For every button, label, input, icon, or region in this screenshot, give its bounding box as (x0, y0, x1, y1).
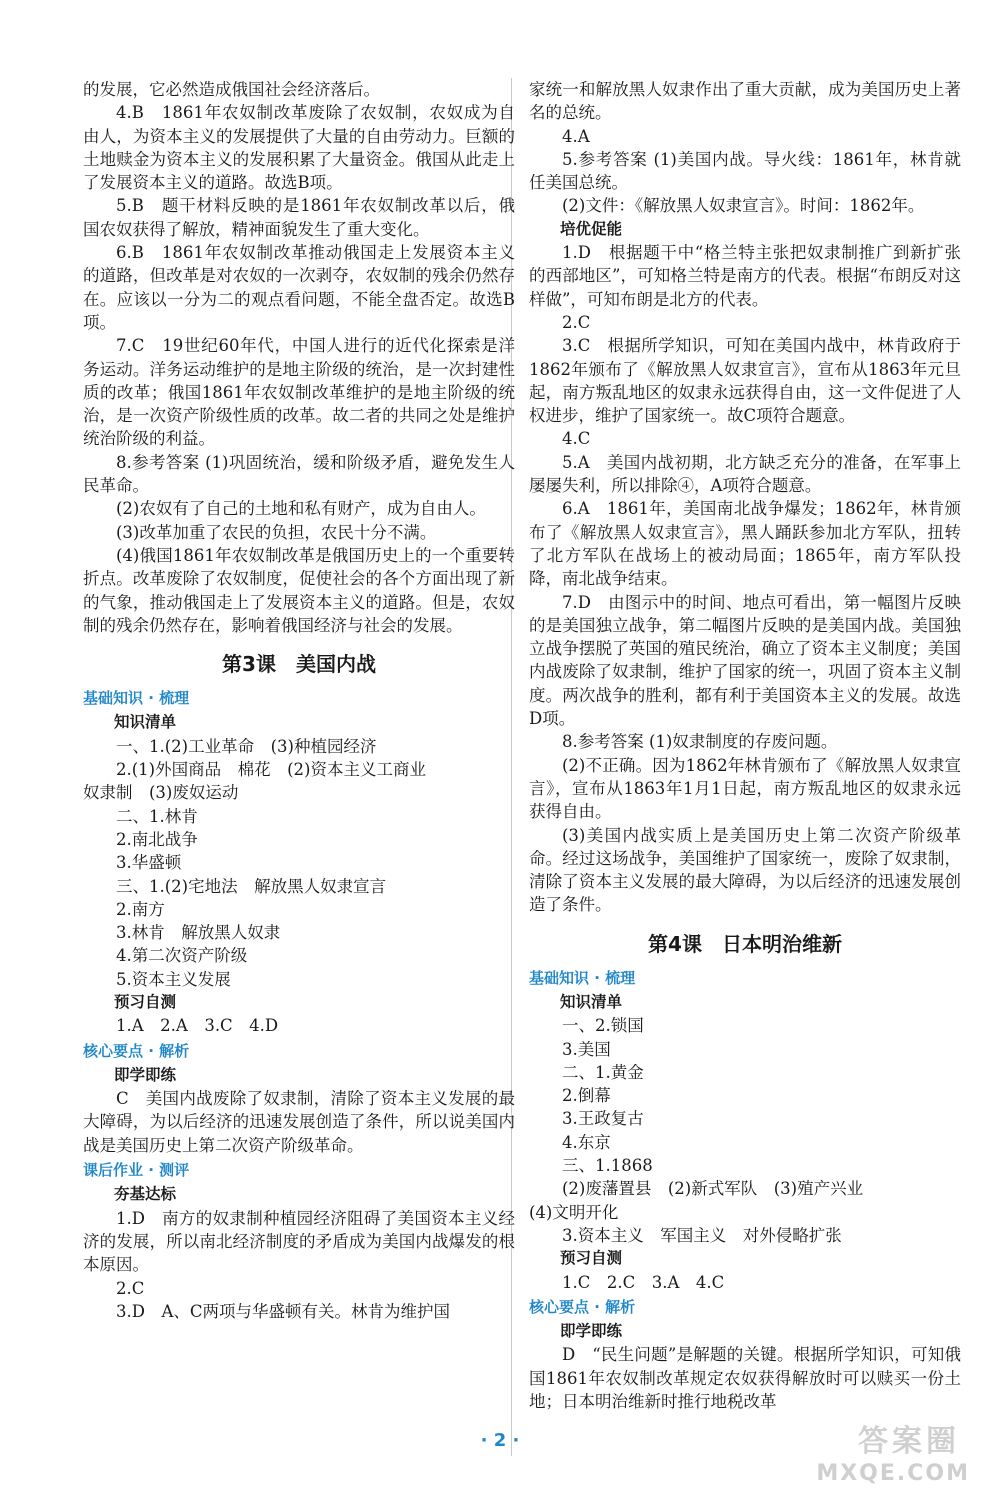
list-item: 3.林肯 解放黑人奴隶 (116, 923, 281, 943)
list-item: 3.资本主义 军国主义 对外侵略扩张 (562, 1225, 842, 1245)
answer-item: 7.C 19世纪60年代，中国人进行的近代化探索是洋务运动。洋务运动维护的是地主阶级的统治，是一次封建性质的改革；俄国1861年农奴制改革维护的是地主阶级的统治，是一次资产阶级性质的改革。故二者的共同之处是维护统治阶级的利益。 (83, 336, 515, 449)
lesson-title: 第3课 美国内战 (222, 652, 376, 677)
section-heading: 基础知识 · 梳理 (83, 689, 190, 708)
answer-item: 1.D 南方的奴隶制种植园经济阻碍了美国资本主义经济的发展，所以南北经济制度的矛盾成为美国内战爆发的根本原因。 (83, 1208, 515, 1275)
answer-item: 5.A 美国内战初期，北方缺乏充分的准备，在军事上屡屡失利，所以排除④，A项符合题意。 (529, 452, 961, 496)
list-item: 2.南方 (116, 899, 165, 919)
section-heading: 核心要点 · 解析 (83, 1041, 190, 1060)
page-number: · 2 · (480, 1430, 520, 1451)
list-item: 3.美国 (562, 1039, 611, 1059)
list-item: 三、1.1868 (562, 1156, 653, 1176)
list-item: 3.华盛顿 (116, 853, 182, 873)
lesson-title: 第4课 日本明治维新 (648, 931, 842, 956)
answer-item: 7.D 由图示中的时间、地点可看出，第一幅图片反映的是美国独立战争，第二幅图片反映的是美国内战。美国独立战争摆脱了英国的殖民统治，确立了资本主义制度；美国内战废除了奴隶制，维护了国家的统一，巩固了资本主义制度。两次战争的胜利，都有利于美国资本主义的发展。故选D项。 (529, 592, 961, 729)
list-item: 1.A 2.A 3.C 4.D (116, 1016, 279, 1036)
list-item: (2)废藩置县 (2)新式军队 (3)殖产兴业 (562, 1179, 864, 1199)
list-item: 2.倒幕 (562, 1086, 611, 1106)
list-item: (4)文明开化 (529, 1202, 619, 1222)
answer-item: (2)文件：《解放黑人奴隶宣言》。时间：1862年。 (562, 196, 925, 216)
answer-item: 2.C (116, 1278, 145, 1298)
list-item: 一、2.锁国 (562, 1016, 644, 1036)
list-item: 三、1.(2)宅地法 解放黑人奴隶宣言 (116, 876, 387, 896)
list-item: 4.东京 (562, 1132, 611, 1152)
subsection-heading: 即学即练 (560, 1322, 623, 1341)
paragraph: 的发展，它必然造成俄国社会经济落后。 (83, 80, 380, 99)
answer-item: 3.C 根据所学知识，可知在美国内战中，林肯政府于1862年颁布了《解放黑人奴隶宣言》，宣布从1863年元旦起，南方叛乱地区的奴隶永远获得自由，这一文件促进了人权进步，维护了国家统一。故C项符合题意。 (529, 336, 961, 426)
answer-item: (2)农奴有了自己的土地和私有财产，成为自由人。 (116, 499, 486, 519)
answer-item: 6.B 1861年农奴制改革推动俄国走上发展资本主义的道路，但改革是对农奴的一次剥夺，农奴制的残余仍然存在。应该以一分为二的观点看问题，不能全盘否定。故选B项。 (83, 243, 515, 332)
answer-item: 4.C (562, 429, 591, 449)
watermark-url: MXQE.COM (816, 1461, 970, 1486)
answer-item: 5.B 题干材料反映的是1861年农奴制改革以后，俄国农奴获得了解放，精神面貌发生了重大变化。 (83, 196, 515, 239)
paragraph: 家统一和解放黑人奴隶作出了重大贡献，成为美国历史上著名的总统。 (529, 80, 961, 123)
list-item: 二、1.黄金 (562, 1062, 644, 1082)
answer-item: 8.参考答案 (1)巩固统治，缓和阶级矛盾，避免发生人民革命。 (83, 452, 515, 496)
watermark-text: 答案圈 (858, 1424, 960, 1459)
answer-item: 4.A (562, 126, 590, 146)
answer-item: D “民生问题”是解题的关键。根据所学知识，可知俄国1861年农奴制改革规定农奴获得解放时可以赎买一份土地；日本明治维新时推行地税改革 (529, 1345, 961, 1412)
section-heading: 基础知识 · 梳理 (529, 968, 636, 987)
list-item: 一、1.(2)工业革命 (3)种植园经济 (116, 736, 377, 756)
subsection-heading: 预习自测 (560, 1249, 623, 1268)
answer-item: (3)改革加重了农民的负担，农民十分不满。 (116, 522, 437, 542)
answer-item: (3)美国内战实质上是美国历史上第二次资产阶级革命。经过这场战争，美国维护了国家统一，废除了奴隶制，清除了资本主义发展的最大障碍，为以后经济的迅速发展创造了条件。 (529, 825, 961, 915)
section-heading: 核心要点 · 解析 (529, 1297, 636, 1316)
subsection-heading: 知识清单 (560, 992, 623, 1011)
answer-item: 8.参考答案 (1)奴隶制度的存废问题。 (562, 732, 838, 752)
subsection-heading: 预习自测 (114, 992, 177, 1011)
answer-item: 1.D 根据题干中“格兰特主张把奴隶制推广到新扩张的西部地区”，可知格兰特是南方的代表。根据“布朗反对这样做”，可知布朗是北方的代表。 (529, 243, 961, 309)
answer-item: 3.D A、C两项与华盛顿有关。林肯为维护国 (116, 1301, 451, 1321)
list-item: 1.C 2.C 3.A 4.C (562, 1272, 725, 1292)
left-column (83, 78, 515, 1323)
list-item: 奴隶制 (3)废奴运动 (83, 783, 239, 803)
list-item: 二、1.林肯 (116, 806, 198, 826)
list-item: 2.南北战争 (116, 829, 198, 849)
list-item: 5.资本主义发展 (116, 969, 231, 989)
answer-item: (4)俄国1861年农奴制改革是俄国历史上的一个重要转折点。改革废除了农奴制度，促使社会的各个方面出现了新的气象，推动俄国走上了发展资本主义的道路。但是，农奴制的残余仍然存在，影响着俄国经济与社会的发展。 (83, 545, 515, 635)
right-column (529, 78, 961, 1413)
subsection-heading: 培优促能 (560, 219, 623, 238)
list-item: 4.第二次资产阶级 (116, 946, 248, 966)
answer-item: 6.A 1861年，美国南北战争爆发；1862年，林肯颁布了《解放黑人奴隶宣言》，黑人踊跃参加北方军队，扭转了北方军队在战场上的被动局面；1865年，南方军队投降，南北战争结束。 (529, 499, 961, 589)
answer-item: C 美国内战废除了奴隶制，清除了资本主义发展的最大障碍，为以后经济的迅速发展创造了条件，所以说美国内战是美国历史上第二次资产阶级革命。 (83, 1089, 515, 1155)
subsection-heading: 知识清单 (114, 713, 177, 732)
answer-item: 2.C (562, 312, 591, 332)
subsection-heading: 夯基达标 (114, 1185, 177, 1204)
watermark-logo (780, 1416, 980, 1486)
list-item: 2.(1)外国商品 棉花 (2)资本主义工商业 (116, 760, 426, 780)
answer-item: (2)不正确。因为1862年林肯颁布了《解放黑人奴隶宣言》，宣布从1863年1月1日起，南方叛乱地区的奴隶永远获得自由。 (529, 755, 961, 822)
section-heading: 课后作业 · 测评 (83, 1161, 190, 1180)
subsection-heading: 即学即练 (114, 1065, 177, 1084)
list-item: 3.王政复古 (562, 1109, 644, 1129)
answer-item: 4.B 1861年农奴制改革废除了农奴制，农奴成为自由人，为资本主义的发展提供了大量的自由劳动力。巨额的土地赎金为资本主义的发展积累了大量资金。俄国从此走上了发展资本主义的道路。故选B项。 (83, 103, 515, 193)
answer-item: 5.参考答案 (1)美国内战。导火线：1861年，林肯就任美国总统。 (529, 149, 961, 193)
